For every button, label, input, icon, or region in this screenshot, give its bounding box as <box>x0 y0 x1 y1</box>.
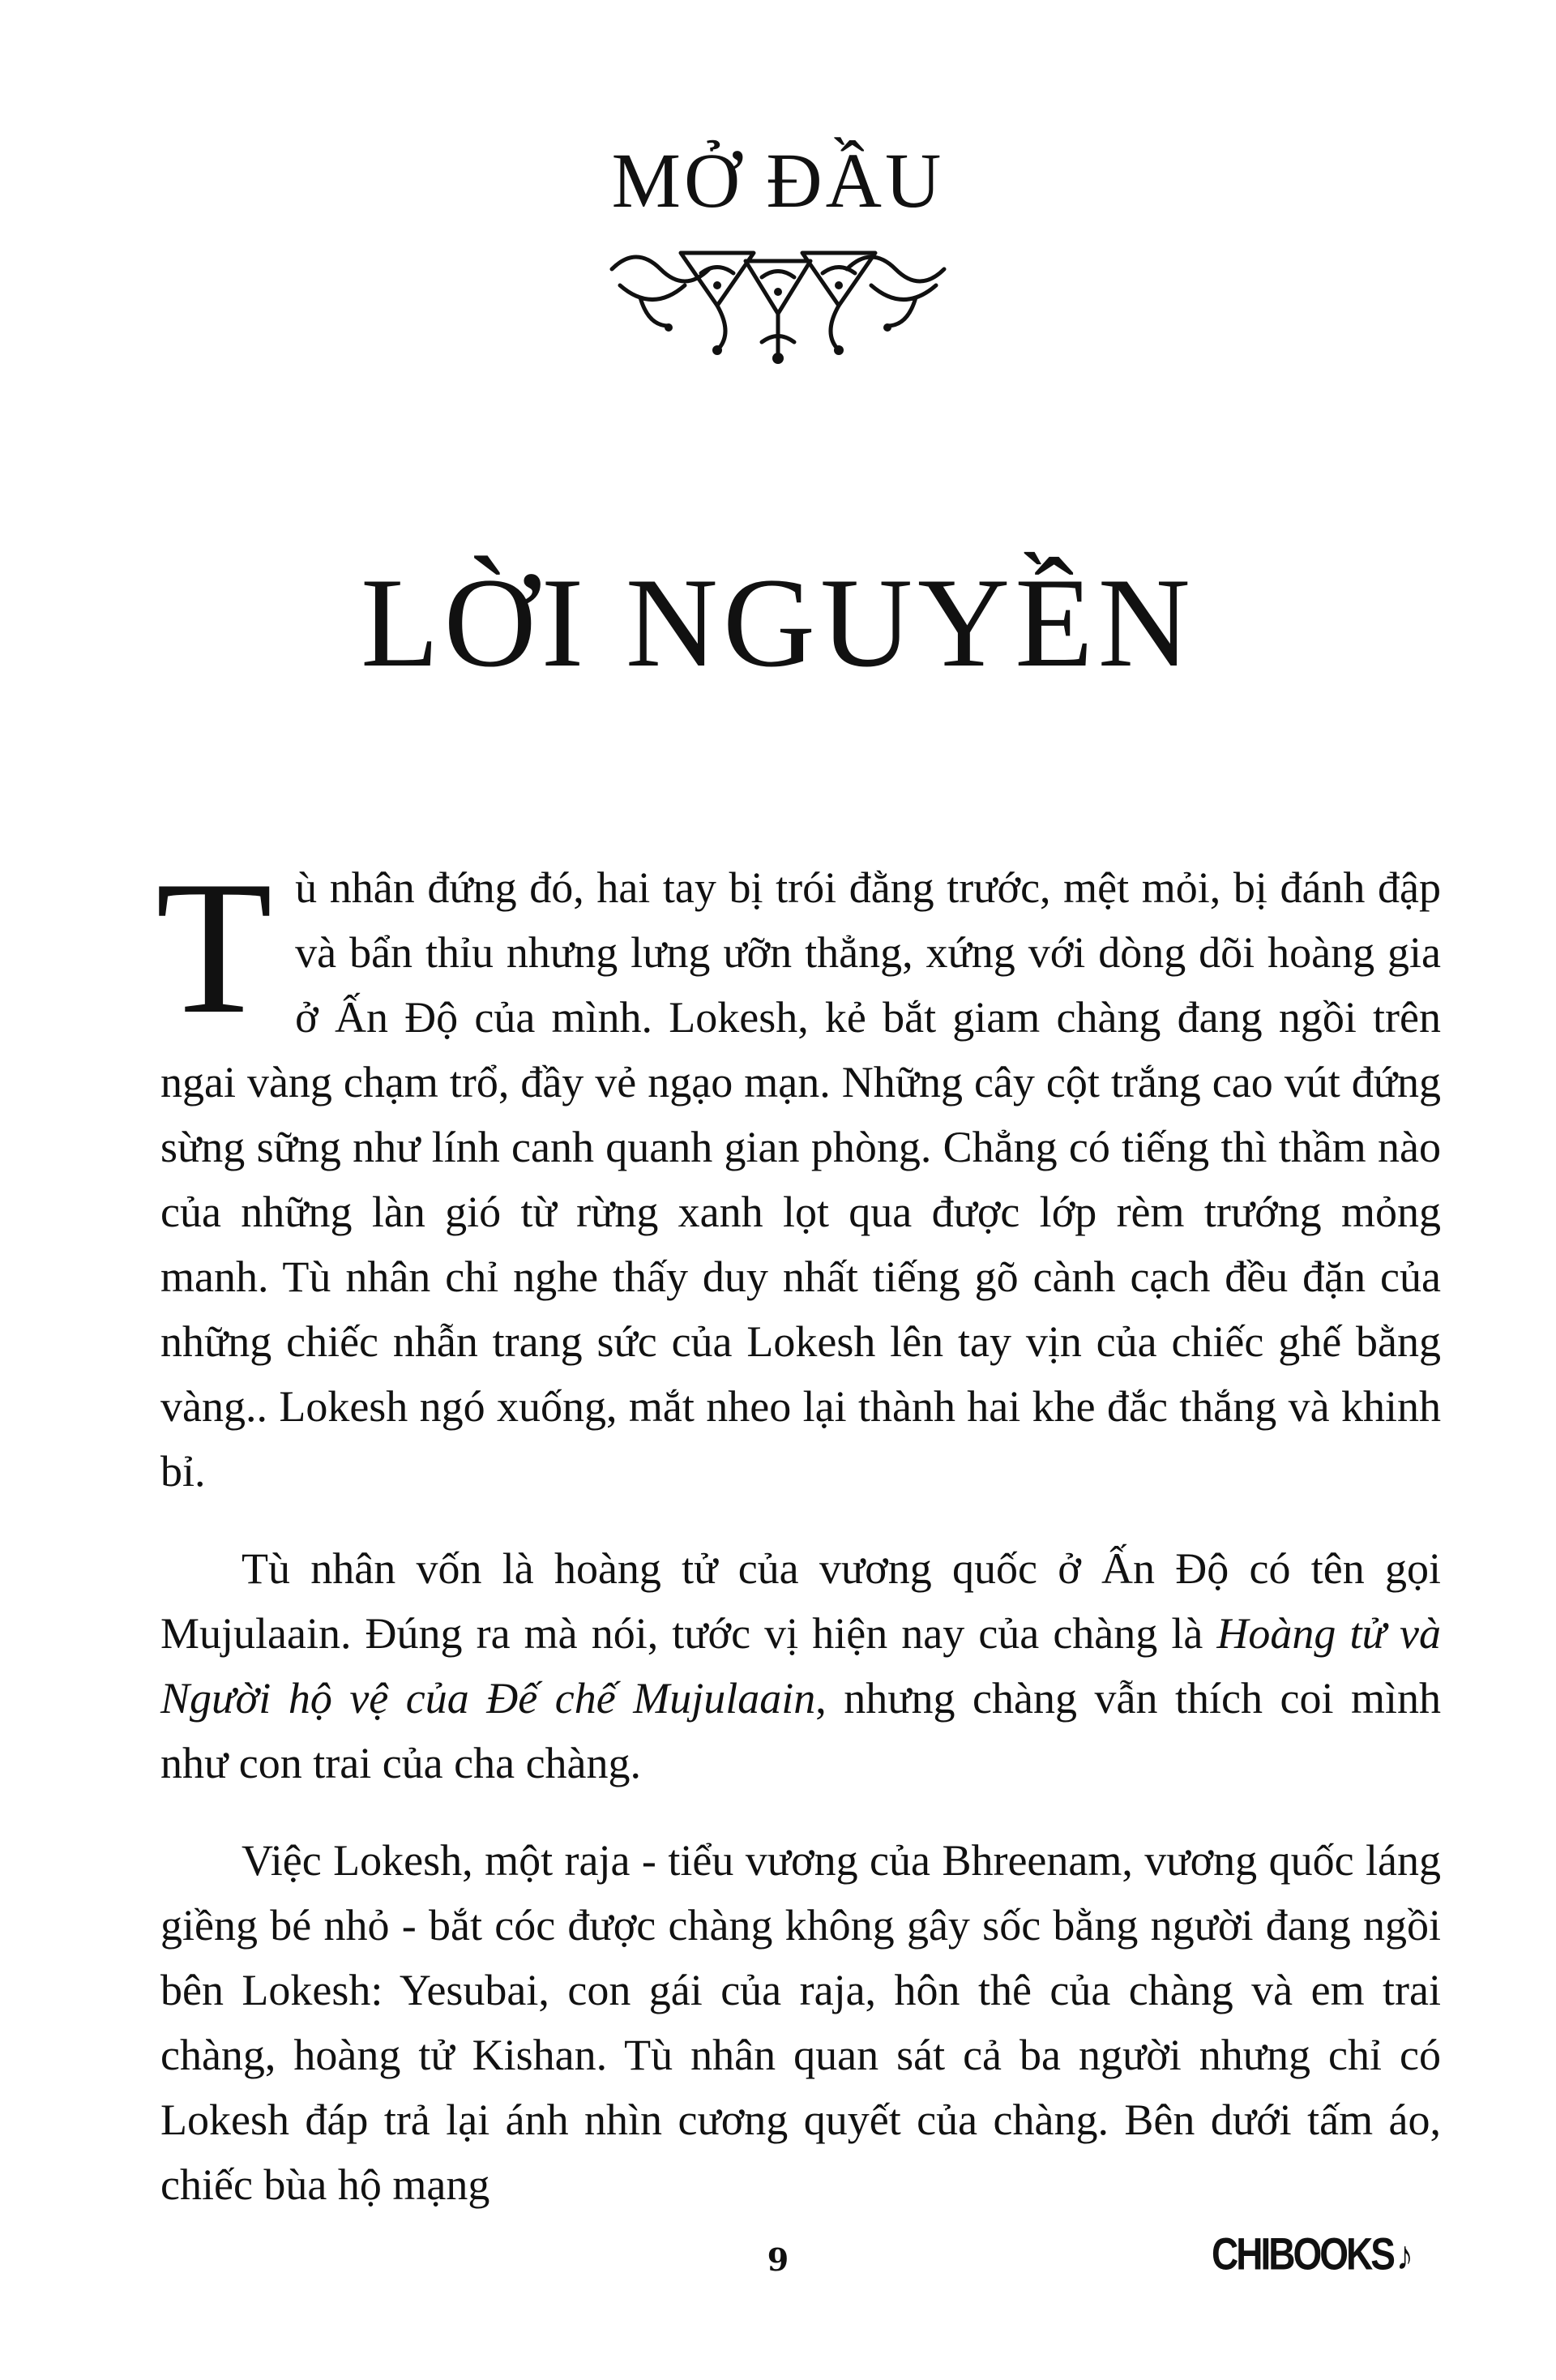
paragraph-2 <box>160 1536 1441 1796</box>
ornament-divider <box>604 237 952 366</box>
paragraph-1-text: ù nhân đứng đó, hai tay bị trói đằng trước, mệt mỏi, bị đánh đập và bẩn thỉu nhưng lưng ưỡn thẳng, xứng với dòng dõi hoàng gia ở Ấn Độ của mình. Lokesh, kẻ bắt giam chàng đang ngồi trên ngai vàng chạm trổ, đầy vẻ ngạo mạn. Những cây cột trắng cao vút đứng sừng sững như lính canh quanh gian phòng. Chẳng có tiếng thì thầm nào của những làn gió từ rừng xanh lọt qua được lớp rèm trướng mỏng manh. Tù nhân chỉ nghe thấy duy nhất tiếng gõ cành cạch đều đặn của những chiếc nhẫn trang sức của Lokesh lên tay vịn của chiếc ghế bằng vàng.. Lokesh ngó xuống, mắt nheo lại thành hai khe đắc thắng và khinh bỉ. <box>160 863 1441 1496</box>
paragraph-2-italic-title: Hoàng tử và Người hộ vệ của Đế chế Mujulaain <box>160 1609 1442 1723</box>
paragraph-3 <box>160 1828 1441 2217</box>
paragraph-3-text: Việc Lokesh, một raja - tiểu vương của Bhreenam, vương quốc láng giềng bé nhỏ - bắt cóc được chàng không gây sốc bằng người đang ngồi bên Lokesh: Yesubai, con gái của raja, hôn thê của chàng và em trai chàng, hoàng tử Kishan. Tù nhân quan sát cả ba người nhưng chỉ có Lokesh đáp trả lại ánh nhìn cương quyết của chàng. Bên dưới tấm áo, chiếc bùa hộ mạng <box>160 1836 1441 2209</box>
page-number: 9 <box>767 2241 789 2278</box>
drop-cap: T <box>156 842 273 1054</box>
paragraph-2-text-after: , nhưng chàng vẫn thích coi mình như con trai của cha chàng. <box>160 1674 1441 1787</box>
publisher-name: CHIBOOKS <box>1212 2228 1393 2279</box>
publisher-mark-icon: ♪ <box>1396 2232 1411 2279</box>
section-heading: MỞ ĐẦU <box>611 137 945 224</box>
body-text <box>156 842 1442 2249</box>
chapter-title: LỜI NGUYỀN <box>361 552 1195 694</box>
paragraph-2-text-before: Tù nhân vốn là hoàng tử của vương quốc ở Ấn Độ có tên gọi Mujulaain. Đúng ra mà nói, tước vị hiện nay của chàng là <box>160 1544 1441 1658</box>
publisher-logo <box>1212 2228 1411 2296</box>
paragraph-1 <box>156 842 1441 1504</box>
